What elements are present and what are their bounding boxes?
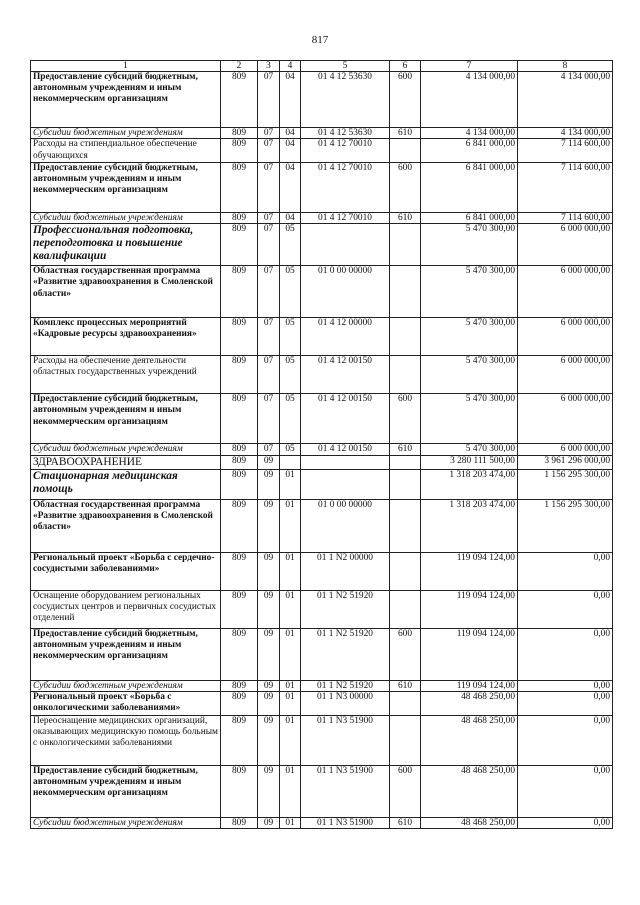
row-name: ЗДРАВООХРАНЕНИЕ xyxy=(31,455,221,469)
row-name: Предоставление субсидий бюджетным, автономным учреждениям и иным некоммерческим организациям xyxy=(31,72,221,128)
row-code-4: 01 xyxy=(280,552,301,590)
header-col-7: 7 xyxy=(421,61,518,72)
row-amount-7: 1 318 203 474,00 xyxy=(421,499,518,552)
row-name: Стационарная медицинская помощь xyxy=(31,469,221,499)
row-name: Предоставление субсидий бюджетным, автономным учреждениям и иным некоммерческим организациям xyxy=(31,766,221,818)
row-code-3: 07 xyxy=(258,139,280,162)
row-code-6 xyxy=(390,590,421,628)
row-amount-7: 6 841 000,00 xyxy=(421,139,518,162)
row-code-3: 09 xyxy=(258,590,280,628)
row-amount-8: 6 000 000,00 xyxy=(518,318,613,356)
row-code-5: 01 1 N3 51900 xyxy=(301,716,390,766)
row-code-2: 809 xyxy=(221,356,258,394)
row-code-6: 610 xyxy=(390,680,421,691)
row-code-2: 809 xyxy=(221,552,258,590)
row-code-5 xyxy=(301,455,390,469)
table-row xyxy=(31,72,613,128)
row-code-3: 07 xyxy=(258,266,280,318)
row-code-3: 07 xyxy=(258,212,280,223)
row-amount-8: 6 000 000,00 xyxy=(518,356,613,394)
table-row xyxy=(31,590,613,628)
row-code-3: 07 xyxy=(258,162,280,212)
table-row xyxy=(31,680,613,691)
row-code-3: 09 xyxy=(258,455,280,469)
row-code-4: 05 xyxy=(280,444,301,455)
row-code-4: 01 xyxy=(280,692,301,716)
row-code-5: 01 1 N2 51920 xyxy=(301,628,390,680)
row-code-5 xyxy=(301,224,390,266)
row-code-3: 09 xyxy=(258,692,280,716)
row-code-2: 809 xyxy=(221,692,258,716)
header-col-6: 6 xyxy=(390,61,421,72)
row-code-6: 600 xyxy=(390,394,421,444)
row-code-5: 01 4 12 70010 xyxy=(301,162,390,212)
row-amount-8: 0,00 xyxy=(518,818,613,829)
row-amount-8: 0,00 xyxy=(518,628,613,680)
header-col-1: 1 xyxy=(31,61,221,72)
row-code-5: 01 4 12 00150 xyxy=(301,356,390,394)
row-name: Комплекс процессных мероприятий «Кадровые ресурсы здравоохранения» xyxy=(31,318,221,356)
row-code-2: 809 xyxy=(221,716,258,766)
row-code-2: 809 xyxy=(221,444,258,455)
row-code-6 xyxy=(390,716,421,766)
row-code-3: 09 xyxy=(258,680,280,691)
table-row xyxy=(31,469,613,499)
row-code-2: 809 xyxy=(221,469,258,499)
row-amount-8: 1 156 295 300,00 xyxy=(518,499,613,552)
row-code-6: 610 xyxy=(390,128,421,139)
header-col-2: 2 xyxy=(221,61,258,72)
row-code-3: 09 xyxy=(258,766,280,818)
row-name: Региональный проект «Борьба с онкологическими заболеваниями» xyxy=(31,692,221,716)
table-row xyxy=(31,628,613,680)
row-code-6 xyxy=(390,139,421,162)
row-amount-8: 3 961 296 000,00 xyxy=(518,455,613,469)
row-code-4: 05 xyxy=(280,224,301,266)
row-code-3: 09 xyxy=(258,716,280,766)
row-amount-7: 4 134 000,00 xyxy=(421,128,518,139)
row-code-6 xyxy=(390,318,421,356)
table-row xyxy=(31,318,613,356)
row-amount-7: 6 841 000,00 xyxy=(421,212,518,223)
row-code-5: 01 4 12 53630 xyxy=(301,72,390,128)
table-row xyxy=(31,394,613,444)
row-code-3: 07 xyxy=(258,356,280,394)
row-amount-7: 5 470 300,00 xyxy=(421,224,518,266)
row-amount-7: 5 470 300,00 xyxy=(421,356,518,394)
row-code-5: 01 4 12 70010 xyxy=(301,212,390,223)
table-row xyxy=(31,455,613,469)
row-code-5: 01 1 N2 00000 xyxy=(301,552,390,590)
row-name: Предоставление субсидий бюджетным, автономным учреждениям и иным некоммерческим организациям xyxy=(31,628,221,680)
row-code-4: 05 xyxy=(280,394,301,444)
row-amount-7: 5 470 300,00 xyxy=(421,318,518,356)
row-name: Профессиональная подготовка, переподготовка и повышение квалификации xyxy=(31,224,221,266)
row-code-5: 01 1 N2 51920 xyxy=(301,680,390,691)
row-code-4: 01 xyxy=(280,716,301,766)
row-code-2: 809 xyxy=(221,162,258,212)
row-code-4: 04 xyxy=(280,139,301,162)
row-code-5: 01 1 N3 51900 xyxy=(301,766,390,818)
row-name: Субсидии бюджетным учреждениям xyxy=(31,444,221,455)
row-code-3: 09 xyxy=(258,499,280,552)
row-code-6: 600 xyxy=(390,162,421,212)
row-amount-8: 0,00 xyxy=(518,590,613,628)
row-code-4: 01 xyxy=(280,469,301,499)
row-code-2: 809 xyxy=(221,818,258,829)
row-code-4: 04 xyxy=(280,212,301,223)
row-code-4: 01 xyxy=(280,766,301,818)
row-code-3: 09 xyxy=(258,818,280,829)
row-code-6: 610 xyxy=(390,444,421,455)
row-code-3: 07 xyxy=(258,224,280,266)
row-code-3: 07 xyxy=(258,394,280,444)
row-amount-8: 0,00 xyxy=(518,692,613,716)
header-row xyxy=(31,61,613,72)
row-code-5 xyxy=(301,469,390,499)
row-code-5: 01 0 00 00000 xyxy=(301,499,390,552)
row-code-2: 809 xyxy=(221,212,258,223)
row-amount-8: 1 156 295 300,00 xyxy=(518,469,613,499)
row-amount-7: 5 470 300,00 xyxy=(421,394,518,444)
row-code-3: 07 xyxy=(258,128,280,139)
row-code-4: 01 xyxy=(280,499,301,552)
row-code-4: 05 xyxy=(280,356,301,394)
row-code-3: 09 xyxy=(258,552,280,590)
row-amount-7: 119 094 124,00 xyxy=(421,628,518,680)
row-amount-8: 0,00 xyxy=(518,716,613,766)
row-code-6 xyxy=(390,266,421,318)
row-amount-7: 119 094 124,00 xyxy=(421,552,518,590)
row-code-5: 01 4 12 53630 xyxy=(301,128,390,139)
row-amount-8: 4 134 000,00 xyxy=(518,128,613,139)
row-amount-8: 7 114 600,00 xyxy=(518,212,613,223)
header-col-3: 3 xyxy=(258,61,280,72)
header-col-4: 4 xyxy=(280,61,301,72)
row-code-5: 01 1 N3 51900 xyxy=(301,818,390,829)
row-code-2: 809 xyxy=(221,139,258,162)
row-code-2: 809 xyxy=(221,318,258,356)
row-code-2: 809 xyxy=(221,72,258,128)
row-amount-7: 48 468 250,00 xyxy=(421,692,518,716)
row-code-3: 07 xyxy=(258,318,280,356)
row-name: Предоставление субсидий бюджетным, автономным учреждениям и иным некоммерческим организациям xyxy=(31,394,221,444)
row-amount-7: 1 318 203 474,00 xyxy=(421,469,518,499)
row-code-6 xyxy=(390,455,421,469)
row-code-3: 07 xyxy=(258,72,280,128)
row-code-6 xyxy=(390,499,421,552)
row-amount-7: 3 280 111 500,00 xyxy=(421,455,518,469)
row-name: Субсидии бюджетным учреждениям xyxy=(31,818,221,829)
row-amount-7: 5 470 300,00 xyxy=(421,266,518,318)
row-code-2: 809 xyxy=(221,590,258,628)
row-code-5: 01 1 N3 00000 xyxy=(301,692,390,716)
row-amount-7: 48 468 250,00 xyxy=(421,818,518,829)
row-code-4: 01 xyxy=(280,818,301,829)
row-name: Расходы на обеспечение деятельности областных государственных учреждений xyxy=(31,356,221,394)
row-amount-7: 5 470 300,00 xyxy=(421,444,518,455)
row-amount-7: 6 841 000,00 xyxy=(421,162,518,212)
row-code-4: 01 xyxy=(280,628,301,680)
row-amount-8: 6 000 000,00 xyxy=(518,394,613,444)
row-code-6 xyxy=(390,224,421,266)
row-amount-8: 7 114 600,00 xyxy=(518,162,613,212)
row-amount-8: 0,00 xyxy=(518,680,613,691)
row-amount-7: 4 134 000,00 xyxy=(421,72,518,128)
table-row xyxy=(31,224,613,266)
row-code-4: 04 xyxy=(280,128,301,139)
row-code-2: 809 xyxy=(221,628,258,680)
table-body xyxy=(31,72,613,829)
row-code-6 xyxy=(390,356,421,394)
row-code-2: 809 xyxy=(221,224,258,266)
row-amount-8: 7 114 600,00 xyxy=(518,139,613,162)
table-row xyxy=(31,766,613,818)
row-code-6 xyxy=(390,552,421,590)
row-name: Расходы на стипендиальное обеспечение обучающихся xyxy=(31,139,221,162)
table-row xyxy=(31,139,613,162)
table-row xyxy=(31,356,613,394)
row-code-6: 610 xyxy=(390,212,421,223)
row-amount-7: 48 468 250,00 xyxy=(421,766,518,818)
row-amount-7: 119 094 124,00 xyxy=(421,590,518,628)
row-code-6: 600 xyxy=(390,766,421,818)
page-number: 817 xyxy=(311,34,329,46)
row-code-5: 01 1 N2 51920 xyxy=(301,590,390,628)
row-code-4: 04 xyxy=(280,72,301,128)
row-name: Оснащение оборудованием региональных сосудистых центров и первичных сосудистых отделений xyxy=(31,590,221,628)
row-amount-8: 6 000 000,00 xyxy=(518,266,613,318)
row-code-2: 809 xyxy=(221,766,258,818)
row-code-2: 809 xyxy=(221,266,258,318)
row-code-5: 01 0 00 00000 xyxy=(301,266,390,318)
row-name: Областная государственная программа «Развитие здравоохранения в Смоленской области» xyxy=(31,499,221,552)
row-code-6: 600 xyxy=(390,72,421,128)
row-name: Областная государственная программа «Развитие здравоохранения в Смоленской области» xyxy=(31,266,221,318)
table-row xyxy=(31,128,613,139)
row-amount-8: 6 000 000,00 xyxy=(518,444,613,455)
row-code-2: 809 xyxy=(221,455,258,469)
row-amount-7: 48 468 250,00 xyxy=(421,716,518,766)
row-code-6: 610 xyxy=(390,818,421,829)
row-name: Субсидии бюджетным учреждениям xyxy=(31,212,221,223)
table-row xyxy=(31,692,613,716)
table-row xyxy=(31,266,613,318)
row-code-4: 01 xyxy=(280,590,301,628)
row-code-6: 600 xyxy=(390,628,421,680)
row-code-2: 809 xyxy=(221,680,258,691)
table-row xyxy=(31,818,613,829)
row-code-4 xyxy=(280,455,301,469)
row-code-5: 01 4 12 00150 xyxy=(301,444,390,455)
row-name: Предоставление субсидий бюджетным, автономным учреждениям и иным некоммерческим организациям xyxy=(31,162,221,212)
row-name: Региональный проект «Борьба с сердечно-сосудистыми заболеваниями» xyxy=(31,552,221,590)
table-row xyxy=(31,499,613,552)
row-name: Субсидии бюджетным учреждениям xyxy=(31,128,221,139)
row-name: Субсидии бюджетным учреждениям xyxy=(31,680,221,691)
row-code-6 xyxy=(390,469,421,499)
row-amount-8: 0,00 xyxy=(518,766,613,818)
row-code-5: 01 4 12 00000 xyxy=(301,318,390,356)
row-code-4: 01 xyxy=(280,680,301,691)
table-row xyxy=(31,444,613,455)
row-amount-8: 6 000 000,00 xyxy=(518,224,613,266)
budget-table xyxy=(30,60,613,829)
row-name: Переоснащение медицинских организаций, оказывающих медицинскую помощь больным с онкологическими заболеваниями xyxy=(31,716,221,766)
row-code-3: 09 xyxy=(258,628,280,680)
row-code-2: 809 xyxy=(221,394,258,444)
row-code-4: 04 xyxy=(280,162,301,212)
table-row xyxy=(31,552,613,590)
row-code-2: 809 xyxy=(221,128,258,139)
row-amount-8: 0,00 xyxy=(518,552,613,590)
table-row xyxy=(31,212,613,223)
row-code-4: 05 xyxy=(280,266,301,318)
row-amount-7: 119 094 124,00 xyxy=(421,680,518,691)
row-code-6 xyxy=(390,692,421,716)
row-code-2: 809 xyxy=(221,499,258,552)
table-row xyxy=(31,162,613,212)
row-code-4: 05 xyxy=(280,318,301,356)
header-col-5: 5 xyxy=(301,61,390,72)
row-code-3: 07 xyxy=(258,444,280,455)
header-col-8: 8 xyxy=(518,61,613,72)
row-code-3: 09 xyxy=(258,469,280,499)
row-code-5: 01 4 12 00150 xyxy=(301,394,390,444)
row-code-5: 01 4 12 70010 xyxy=(301,139,390,162)
table-row xyxy=(31,716,613,766)
row-amount-8: 4 134 000,00 xyxy=(518,72,613,128)
